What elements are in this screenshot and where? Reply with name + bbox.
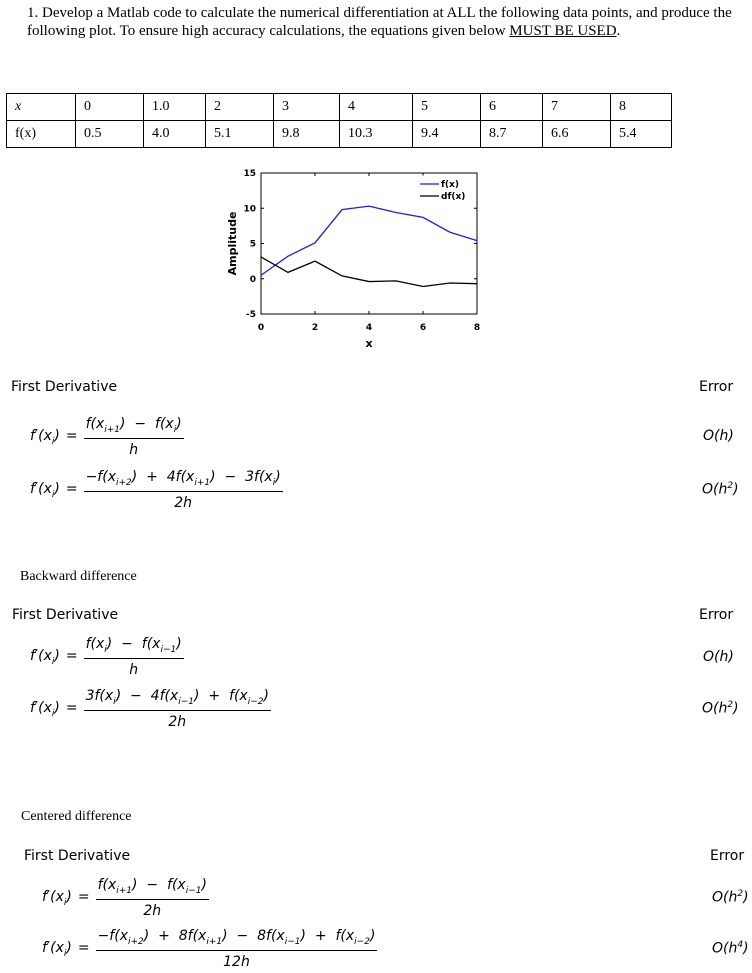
equation-lhs: $f'(x_i)$ =	[30, 699, 78, 719]
x-tick-label: 8	[473, 323, 481, 333]
problem-period: .	[616, 23, 621, 39]
table-cell: 6	[481, 94, 543, 121]
table-cell: 0	[76, 94, 144, 121]
line-chart	[215, 160, 505, 360]
table-cell: 5.4	[611, 121, 672, 148]
backward-eq-1	[30, 636, 184, 678]
data-table	[6, 93, 672, 148]
equation-fraction: $\frac{-f(x_{i+2}) + 4f(x_{i+1}) - 3f(x_i)}{2h}$	[85, 469, 281, 511]
table-cell: 7	[543, 94, 611, 121]
forward-order-2: $O(h^2)$	[702, 481, 739, 498]
centered-order-1: $O(h^2)$	[712, 889, 749, 906]
table-cell: 5.1	[206, 121, 274, 148]
equation-fraction: $\frac{3f(x_i) - 4f(x_{i-1}) + f(x_{i-2})}{2h}$	[85, 688, 269, 730]
y-tick-label: 0	[249, 274, 256, 285]
y-axis-label: Amplitude	[226, 211, 239, 276]
equation-fraction: $\frac{-f(x_{i+2}) + 8f(x_{i+1}) - 8f(x_{i-1}) + f(x_{i-2})}{12h}$	[97, 928, 376, 970]
x-tick-label: 4	[365, 323, 373, 333]
table-cell: 4.0	[144, 121, 206, 148]
backward-eq-2	[30, 688, 271, 730]
table-cell: 5	[413, 94, 481, 121]
table-cell: 1.0	[144, 94, 206, 121]
forward-heading: First Derivative	[11, 379, 118, 395]
equation-fraction: $\frac{f(x_{i+1}) - f(x_{i-1})}{2h}$	[97, 877, 207, 919]
equation-lhs: $f'(x_i)$ =	[30, 647, 78, 667]
backward-order-1: O(h)	[703, 649, 734, 665]
table-cell: 4	[340, 94, 413, 121]
centered-title: Centered difference	[21, 809, 132, 824]
table-cell: 10.3	[340, 121, 413, 148]
backward-error-heading: Error	[699, 607, 734, 623]
equation-lhs: $f'(x_i)$ =	[42, 888, 90, 908]
table-cell: 8	[611, 94, 672, 121]
table-cell: 3	[274, 94, 340, 121]
equation-lhs: $f'(x_i)$ =	[30, 427, 78, 447]
problem-text: 1. Develop a Matlab code to calculate the numerical differentiation at ALL the following data points, and produce the following plot. To ensure high accuracy calculations, the equations given below	[27, 5, 732, 39]
table-cell: 2	[206, 94, 274, 121]
equation-lhs: $f'(x_i)$ =	[30, 480, 78, 500]
x-tick-label: 6	[419, 323, 427, 333]
y-tick-label: -5	[246, 310, 256, 320]
table-cell: f(x)	[7, 121, 76, 148]
equation-fraction: $\frac{f(x_{i+1}) - f(x_i)}{h}$	[85, 416, 182, 458]
problem-statement	[27, 4, 747, 40]
backward-heading: First Derivative	[12, 607, 119, 623]
centered-order-2: $O(h^4)$	[712, 940, 749, 957]
table-cell: 9.4	[413, 121, 481, 148]
y-tick-label: 10	[243, 204, 256, 215]
problem-emphasis: MUST BE USED	[509, 23, 617, 39]
centered-eq-2	[42, 928, 377, 970]
table-cell: x	[7, 94, 76, 121]
equation-fraction: $\frac{f(x_i) - f(x_{i-1})}{h}$	[85, 636, 182, 678]
table-cell: 6.6	[543, 121, 611, 148]
table-cell: 8.7	[481, 121, 543, 148]
forward-error-heading: Error	[699, 379, 734, 395]
x-tick-label: 2	[311, 323, 319, 333]
x-axis-label: x	[365, 337, 373, 350]
legend-label: f(x)	[441, 180, 459, 190]
backward-title: Backward difference	[20, 569, 137, 584]
forward-order-1: O(h)	[703, 428, 734, 444]
table-row-fx	[7, 121, 672, 148]
centered-heading: First Derivative	[24, 848, 131, 864]
x-tick-label: 0	[257, 323, 265, 333]
backward-order-2: $O(h^2)$	[702, 700, 739, 717]
table-row-x	[7, 94, 672, 121]
y-tick-label: 5	[249, 239, 256, 250]
y-tick-label: 15	[243, 169, 256, 179]
equation-lhs: $f'(x_i)$ =	[42, 939, 90, 959]
legend-label: df(x)	[441, 192, 466, 202]
forward-eq-1	[30, 416, 184, 458]
forward-eq-2	[30, 469, 283, 511]
table-cell: 0.5	[76, 121, 144, 148]
centered-error-heading: Error	[710, 848, 745, 864]
table-cell: 9.8	[274, 121, 340, 148]
centered-eq-1	[42, 877, 209, 919]
